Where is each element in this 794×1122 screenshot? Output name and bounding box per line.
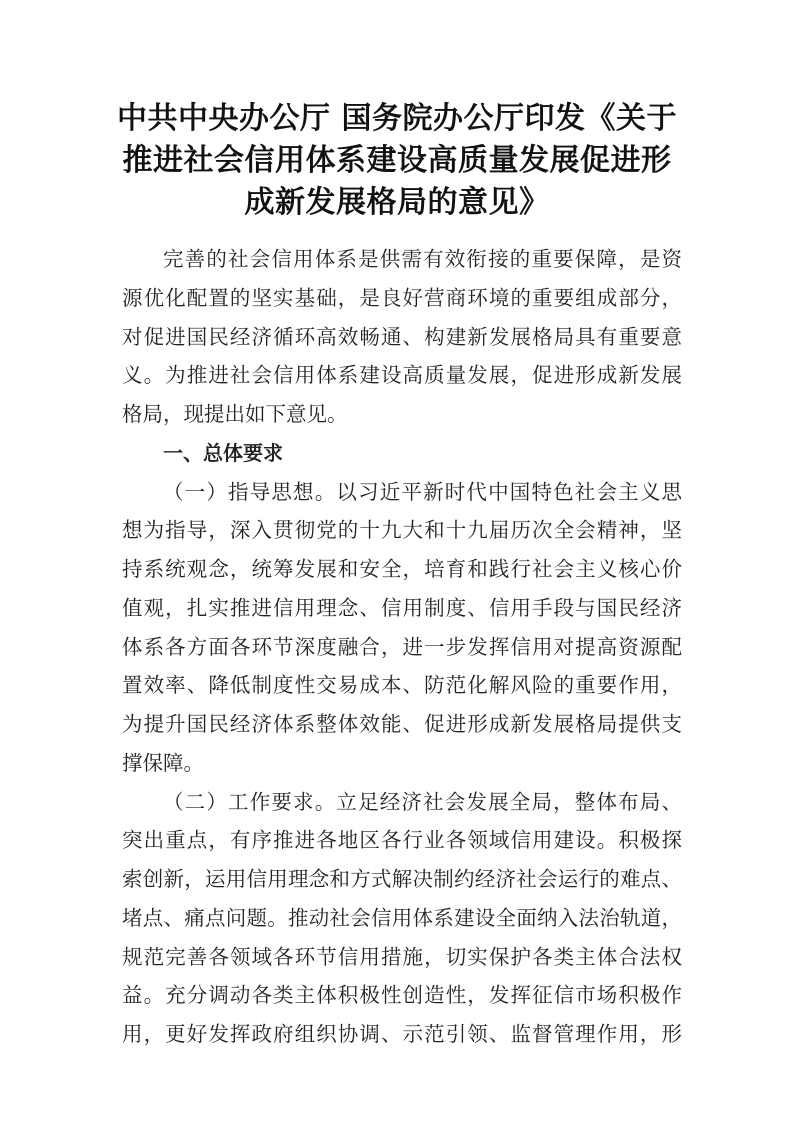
paragraph-line: 益。充分调动各类主体积极性创造性，发挥征信市场积极作 bbox=[122, 983, 682, 1008]
paragraph-line: 用，更好发挥政府组织协调、示范引领、监督管理作用，形 bbox=[122, 1022, 682, 1046]
paragraph-line: 持系统观念，统筹发展和安全，培育和践行社会主义核心价 bbox=[122, 557, 682, 581]
paragraph-line: 规范完善各领域各环节信用措施，切实保护各类主体合法权 bbox=[122, 944, 682, 969]
paragraph-line: 源优化配置的坚实基础，是良好营商环境的重要组成部分， bbox=[122, 285, 682, 310]
paragraph-line: 想为指导，深入贯彻党的十九大和十九届历次全会精神，坚 bbox=[122, 518, 682, 543]
paragraph-line: 撑保障。 bbox=[122, 750, 204, 775]
title-line: 成新发展格局的意见》 bbox=[244, 185, 550, 220]
title-line: 推进社会信用体系建设高质量发展促进形 bbox=[122, 143, 672, 178]
paragraph-line: （一）指导思想。以习近平新时代中国特色社会主义思 bbox=[163, 479, 682, 504]
paragraph-line: 突出重点，有序推进各地区各行业各领域信用建设。积极探 bbox=[122, 828, 682, 853]
document-title bbox=[100, 98, 694, 224]
paragraph-line: 格局，现提出如下意见。 bbox=[122, 402, 348, 426]
document-body bbox=[122, 240, 682, 1054]
paragraph-line: 堵点、痛点问题。推动社会信用体系建设全面纳入法治轨道， bbox=[122, 905, 682, 930]
paragraph-line: 值观，扎实推进信用理念、信用制度、信用手段与国民经济 bbox=[122, 595, 682, 620]
paragraph-line: 置效率、降低制度性交易成本、防范化解风险的重要作用， bbox=[122, 673, 682, 698]
section-heading: 一、总体要求 bbox=[163, 440, 283, 465]
title-line: 中共中央办公厅 国务院办公厅印发《关于 bbox=[117, 101, 677, 136]
paragraph-line: 体系各方面各环节深度融合，进一步发挥信用对提高资源配 bbox=[122, 634, 682, 659]
paragraph-line: （二）工作要求。立足经济社会发展全局，整体布局、 bbox=[163, 789, 682, 814]
paragraph-line: 义。为推进社会信用体系建设高质量发展，促进形成新发展 bbox=[122, 363, 682, 388]
paragraph-line: 完善的社会信用体系是供需有效衔接的重要保障，是资 bbox=[163, 247, 682, 271]
paragraph-line: 索创新，运用信用理念和方式解决制约经济社会运行的难点、 bbox=[122, 867, 682, 891]
paragraph-line: 为提升国民经济体系整体效能、促进形成新发展格局提供支 bbox=[122, 712, 682, 736]
paragraph-line: 对促进国民经济循环高效畅通、构建新发展格局具有重要意 bbox=[122, 324, 682, 349]
